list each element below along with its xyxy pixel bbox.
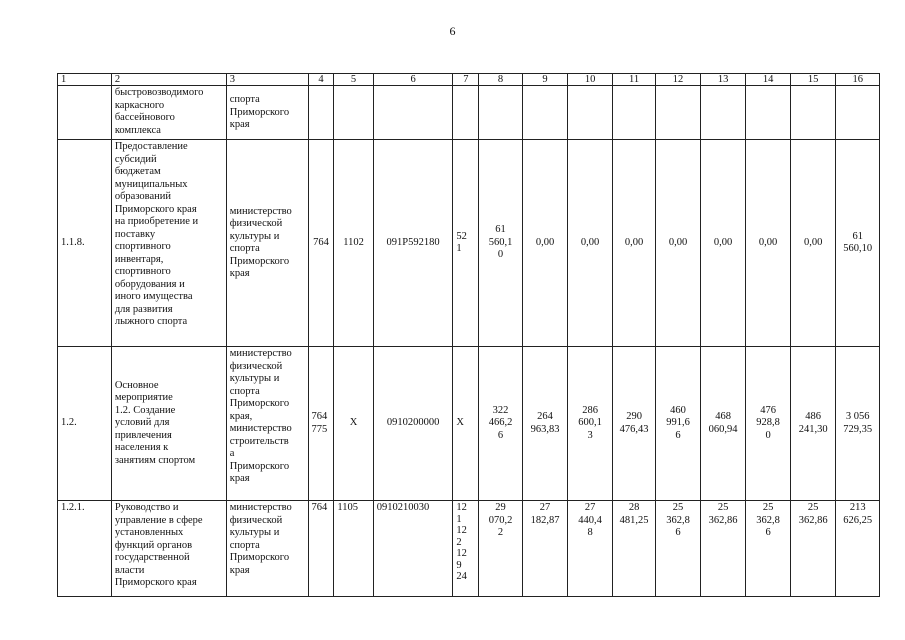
amount-cell: 0,00 bbox=[522, 140, 568, 347]
total-cell: 61 560,10 bbox=[836, 140, 880, 347]
executor-cell: министерство физической культуры и спорта Приморского края bbox=[226, 501, 308, 597]
amount-cell: 460 991,6 6 bbox=[656, 347, 701, 501]
amount-cell: 25 362,86 bbox=[790, 501, 836, 597]
section-cell: 1105 bbox=[334, 501, 373, 597]
header-cell: 2 bbox=[111, 74, 226, 86]
header-cell: 12 bbox=[656, 74, 701, 86]
amount-cell bbox=[612, 86, 655, 140]
event-name-cell: Основное мероприятие 1.2. Создание условий для привлечения населения к занятиям спортом bbox=[111, 347, 226, 501]
row-number-cell: 1.2. bbox=[58, 347, 112, 501]
amount-cell: 29 070,2 2 bbox=[479, 501, 522, 597]
expense-type-cell: 12 1 12 2 12 9 24 bbox=[453, 501, 479, 597]
amount-cell bbox=[522, 86, 568, 140]
amount-cell: 0,00 bbox=[746, 140, 791, 347]
grbs-cell: 764 bbox=[308, 140, 334, 347]
amount-cell: 25 362,8 6 bbox=[656, 501, 701, 597]
target-code-cell: 0910210030 bbox=[373, 501, 453, 597]
amount-cell: 476 928,8 0 bbox=[746, 347, 791, 501]
header-cell: 11 bbox=[612, 74, 655, 86]
amount-cell: 286 600,1 3 bbox=[568, 347, 613, 501]
amount-cell bbox=[568, 86, 613, 140]
amount-cell: 0,00 bbox=[700, 140, 746, 347]
target-code-cell bbox=[373, 86, 453, 140]
header-cell: 5 bbox=[334, 74, 373, 86]
section-cell: 1102 bbox=[334, 140, 373, 347]
amount-cell: 27 182,87 bbox=[522, 501, 568, 597]
header-cell: 16 bbox=[836, 74, 880, 86]
amount-cell: 290 476,43 bbox=[612, 347, 655, 501]
expense-type-cell: 52 1 bbox=[453, 140, 479, 347]
grbs-cell: 764 775 bbox=[308, 347, 334, 501]
event-name-cell: быстровозводимого каркасного бассейнового комплекса bbox=[111, 86, 226, 140]
event-name-cell: Предоставление субсидий бюджетам муниципальных образований Приморского края на приобретение и поставку спортивного инвентаря, спортивного оборудования и иного имущества для развития лыжного спорта bbox=[111, 140, 226, 347]
table-row bbox=[58, 140, 880, 347]
header-cell: 4 bbox=[308, 74, 334, 86]
executor-cell: спорта Приморского края bbox=[226, 86, 308, 140]
header-cell: 6 bbox=[373, 74, 453, 86]
grbs-cell: 764 bbox=[308, 501, 334, 597]
amount-cell: 0,00 bbox=[568, 140, 613, 347]
amount-cell: 28 481,25 bbox=[612, 501, 655, 597]
amount-cell: 486 241,30 bbox=[790, 347, 836, 501]
table-row bbox=[58, 501, 880, 597]
header-cell: 8 bbox=[479, 74, 522, 86]
header-cell: 3 bbox=[226, 74, 308, 86]
expense-type-cell: X bbox=[453, 347, 479, 501]
budget-table bbox=[57, 73, 880, 597]
row-number-cell: 1.1.8. bbox=[58, 140, 112, 347]
amount-cell: 0,00 bbox=[656, 140, 701, 347]
header-cell: 14 bbox=[746, 74, 791, 86]
section-cell bbox=[334, 86, 373, 140]
amount-cell bbox=[746, 86, 791, 140]
section-cell: X bbox=[334, 347, 373, 501]
executor-cell: министерство физической культуры и спорта Приморского края, министерство строительств а Приморского края bbox=[226, 347, 308, 501]
amount-cell: 25 362,8 6 bbox=[746, 501, 791, 597]
header-cell: 10 bbox=[568, 74, 613, 86]
table-row bbox=[58, 347, 880, 501]
amount-cell bbox=[656, 86, 701, 140]
total-cell bbox=[836, 86, 880, 140]
header-cell: 15 bbox=[790, 74, 836, 86]
event-name-cell: Руководство и управление в сфере установленных функций органов государственной власти Приморского края bbox=[111, 501, 226, 597]
header-row bbox=[58, 74, 880, 86]
amount-cell: 468 060,94 bbox=[700, 347, 746, 501]
target-code-cell: 091P592180 bbox=[373, 140, 453, 347]
grbs-cell bbox=[308, 86, 334, 140]
amount-cell: 61 560,1 0 bbox=[479, 140, 522, 347]
header-cell: 1 bbox=[58, 74, 112, 86]
page-number: 6 bbox=[449, 24, 456, 38]
amount-cell bbox=[790, 86, 836, 140]
amount-cell: 25 362,86 bbox=[700, 501, 746, 597]
amount-cell: 264 963,83 bbox=[522, 347, 568, 501]
amount-cell: 0,00 bbox=[790, 140, 836, 347]
amount-cell bbox=[700, 86, 746, 140]
table-row bbox=[58, 86, 880, 140]
amount-cell bbox=[479, 86, 522, 140]
row-number-cell: 1.2.1. bbox=[58, 501, 112, 597]
header-cell: 9 bbox=[522, 74, 568, 86]
amount-cell: 0,00 bbox=[612, 140, 655, 347]
row-number-cell bbox=[58, 86, 112, 140]
amount-cell: 322 466,2 6 bbox=[479, 347, 522, 501]
total-cell: 3 056 729,35 bbox=[836, 347, 880, 501]
amount-cell: 27 440,4 8 bbox=[568, 501, 613, 597]
header-cell: 13 bbox=[700, 74, 746, 86]
expense-type-cell bbox=[453, 86, 479, 140]
total-cell: 213 626,25 bbox=[836, 501, 880, 597]
target-code-cell: 0910200000 bbox=[373, 347, 453, 501]
executor-cell: министерство физической культуры и спорта Приморского края bbox=[226, 140, 308, 347]
header-cell: 7 bbox=[453, 74, 479, 86]
